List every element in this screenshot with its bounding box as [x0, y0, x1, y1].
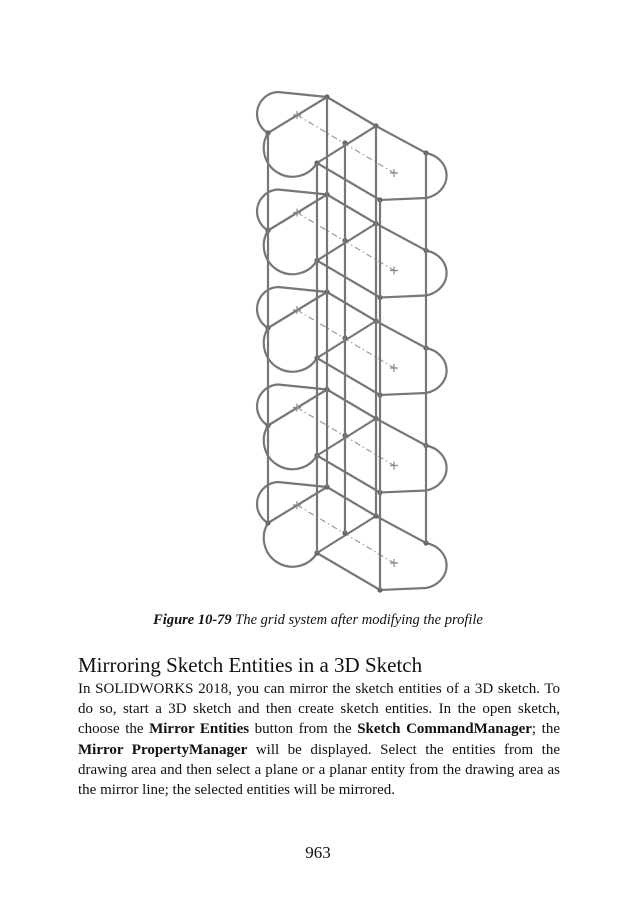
obround-profile	[257, 385, 447, 493]
figure-caption	[0, 612, 636, 629]
center-mark	[390, 364, 398, 372]
body-text-1: In SOLIDWORKS 2018, you can mirror the sketch entities of a 3D sketch. To do so, start a 3D sketch and then create sketch entities. In the open sketch, choose the	[78, 681, 560, 738]
figure-label: Figure 10-79	[153, 612, 232, 628]
grid-system-illustration	[240, 80, 450, 600]
page-number: 963	[305, 843, 331, 862]
center-mark	[390, 559, 398, 567]
figure-caption-text: The grid system after modifying the profile	[235, 612, 483, 628]
grid-system-figure	[240, 80, 450, 600]
mirror-propertymanager-term: Mirror PropertyManager	[78, 741, 248, 758]
obround-profile	[257, 482, 447, 590]
body-text-3: ; the	[531, 721, 560, 738]
obround-profile	[257, 287, 447, 395]
center-mark	[390, 169, 398, 177]
obround-profile	[257, 92, 447, 200]
body-text-4: will be displayed. Select the entities from the drawing area and then select a plane or a planar entity from the drawing area as the mirror line; the selected entities will be mirrored.	[78, 741, 560, 799]
section-title: Mirroring Sketch Entities in a 3D Sketch	[78, 653, 423, 677]
center-mark	[390, 267, 398, 275]
center-mark	[390, 462, 398, 470]
sketch-commandmanager-term: Sketch CommandManager	[357, 721, 532, 738]
obround-profile	[257, 190, 447, 298]
body-text-2: button from the	[249, 721, 358, 738]
mirror-entities-term: Mirror Entities	[149, 721, 250, 738]
section-body	[78, 679, 560, 800]
